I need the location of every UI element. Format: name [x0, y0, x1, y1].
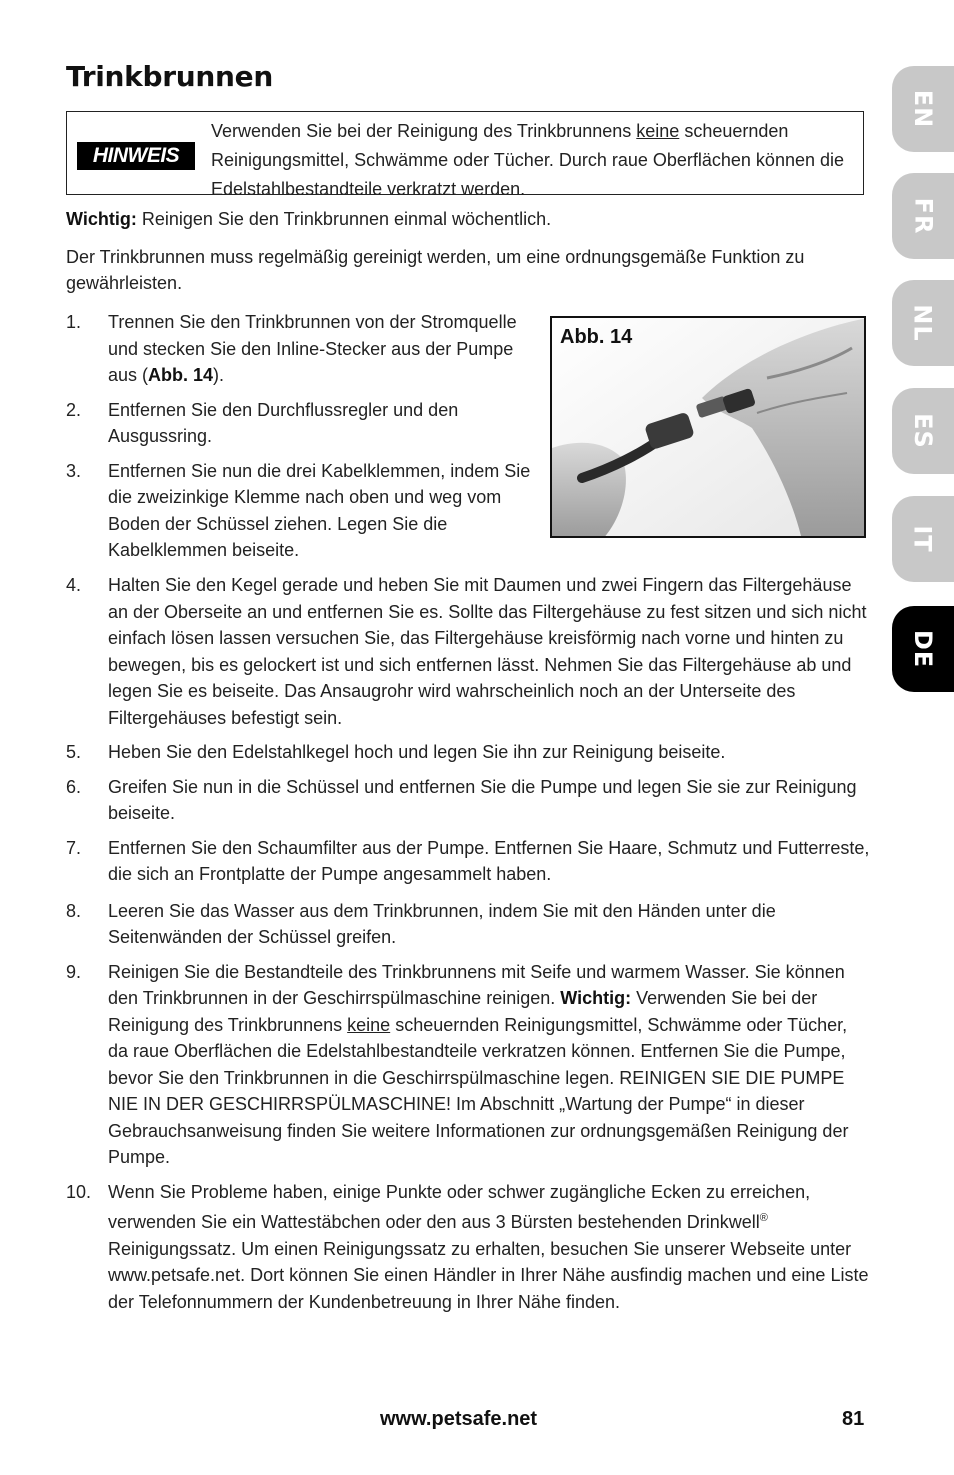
- intro-paragraph: Der Trinkbrunnen muss regelmäßig gereinigt werden, um eine ordnungsgemäße Funktion zu gewährleisten.: [66, 247, 805, 293]
- tab-label: IT: [909, 525, 937, 553]
- step-text-end: ).: [213, 365, 225, 385]
- tab-fr[interactable]: [892, 173, 954, 259]
- step-number: 9.: [66, 961, 82, 982]
- tab-label: NL: [908, 304, 937, 342]
- tab-label: FR: [909, 197, 937, 235]
- figure-photo: [552, 318, 866, 538]
- list-item: [66, 458, 536, 564]
- step-text-underlined: keine: [347, 1014, 391, 1035]
- step-number: 1.: [66, 312, 82, 332]
- step-text: Greifen Sie nun in die Schüssel und entfernen Sie die Pumpe und legen Sie sie zur Reinigung beiseite.: [108, 776, 857, 823]
- list-item: [66, 397, 488, 450]
- important-label: Wichtig:: [66, 209, 137, 229]
- step-number: 6.: [66, 776, 82, 797]
- step-number: 4.: [66, 575, 82, 595]
- list-item: [66, 739, 871, 766]
- tab-label: DE: [908, 629, 937, 669]
- notice-text-part2: scheuernden Reinigungsmittel, Schwämme oder Tücher. Durch raue Oberflächen können die Edelstahlbestandteile verkratzt werden.: [211, 121, 845, 199]
- step-text: Reinigen Sie die Bestandteile des Trinkbrunnens mit Seife und warmem Wasser. Sie können den Trinkbrunnen in der Geschirrspülmaschine reinigen.: [108, 961, 845, 1008]
- tab-de[interactable]: [892, 606, 954, 692]
- step-text: Entfernen Sie den Schaumfilter aus der Pumpe. Entfernen Sie Haare, Schmutz und Futterreste, die sich an Frontplatte der Pumpe angesammelt haben.: [108, 837, 870, 884]
- list-item: [66, 835, 871, 888]
- tab-label: ES: [909, 413, 937, 449]
- step-figure-ref: Abb. 14: [148, 365, 214, 385]
- tab-nl[interactable]: [892, 280, 954, 366]
- tab-es[interactable]: [892, 388, 954, 474]
- notice-text-part1: Verwenden Sie bei der Reinigung des Trinkbrunnens: [211, 121, 637, 141]
- step-text: Wenn Sie Probleme haben, einige Punkte oder schwer zugängliche Ecken zu erreichen, verwenden Sie ein Wattestäbchen oder den aus 3 Bürsten bestehenden Drinkwell: [108, 1181, 811, 1232]
- list-item: [66, 959, 871, 1171]
- list-item: [66, 898, 871, 951]
- page-number: 81: [842, 1408, 865, 1430]
- tab-it[interactable]: [892, 496, 954, 582]
- step-number: 5.: [66, 742, 82, 762]
- notice-text: [211, 117, 851, 204]
- step-text: Trennen Sie den Trinkbrunnen von der Stromquelle und stecken Sie den Inline-Stecker aus der Pumpe aus (: [108, 312, 517, 385]
- figure-abb-14: [550, 316, 866, 538]
- notice-text-underlined: keine: [636, 121, 680, 141]
- important-note: [66, 206, 866, 232]
- steps-list-top: [66, 309, 536, 564]
- step-text: Entfernen Sie den Durchflussregler und den Ausgussring.: [108, 399, 459, 446]
- step-number: 2.: [66, 399, 82, 420]
- steps-list-bottom: [66, 572, 871, 1315]
- step-text-b: Reinigungssatz. Um einen Reinigungssatz zu erhalten, besuchen Sie unserer Webseite unter www.petsafe.net. Dort können Sie einen Händler in Ihrer Nähe ausfindig machen und eine Liste der Telefonnummern der Kundenbetreuung in Ihrer Nähe finden.: [108, 1238, 869, 1312]
- step-important-label: Wichtig:: [560, 988, 632, 1008]
- list-item: [66, 774, 871, 827]
- important-text: Reinigen Sie den Trinkbrunnen einmal wöchentlich.: [136, 209, 552, 229]
- list-item: [66, 309, 536, 389]
- page-title: Trinkbrunnen: [66, 60, 273, 93]
- step-text: Leeren Sie das Wasser aus dem Trinkbrunnen, indem Sie mit den Händen unter die Seitenwänden der Schüssel greifen.: [108, 900, 776, 947]
- step-text: Heben Sie den Edelstahlkegel hoch und legen Sie ihn zur Reinigung beiseite.: [108, 742, 726, 762]
- step-number: 8.: [66, 900, 82, 921]
- notice-badge: HINWEIS: [77, 142, 195, 170]
- footer-url: www.petsafe.net: [380, 1408, 538, 1430]
- step-text-c: scheuernden Reinigungsmittel, Schwämme oder Tücher, da raue Oberflächen die Edelstahlbestandteile verkratzen können. Entfernen Sie die Pumpe, bevor Sie den Trinkbrunnen in die Geschirrspülmaschine legen. REINIGEN SIE DIE PUMPE NIE IN DER GESCHIRRSPÜLMASCHINE! Im Abschnitt „Wartung der Pumpe“ in dieser Gebrauchsanweisung finden Sie weitere Informationen zur ordnungsgemäßen Reinigung der Pumpe.: [108, 1014, 849, 1167]
- list-item: [66, 572, 871, 731]
- list-item: [66, 1179, 871, 1316]
- step-number: 7.: [66, 837, 82, 858]
- tab-label: EN: [908, 89, 937, 129]
- tab-en[interactable]: [892, 66, 954, 152]
- registered-mark: ®: [759, 1212, 768, 1224]
- step-text: Halten Sie den Kegel gerade und heben Sie mit Daumen und zwei Fingern das Filtergehäuse an der Oberseite an und entfernen Sie es. Sollte das Filtergehäuse zu fest sitzen und sich nicht einfach lösen lassen versuchen Sie, das Filtergehäuse kreisförmig nach vorne und hinten zu bewegen, bis es gelockert ist und sich entfernen lässt. Nehmen Sie das Filtergehäuse ab und legen Sie es beiseite. Das Ansaugrohr wird wahrscheinlich noch an der Unterseite des Filtergehäuses befestigt sein.: [108, 575, 867, 728]
- figure-label: Abb. 14: [560, 326, 633, 348]
- step-text-b: Verwenden Sie bei der Reinigung des Trinkbrunnens: [108, 988, 818, 1035]
- notice-box: [66, 111, 864, 199]
- step-text: Entfernen Sie nun die drei Kabelklemmen, indem Sie die zweizinkige Klemme nach oben und weg vom Boden der Schüssel ziehen. Legen Sie die Kabelklemmen beiseite.: [108, 460, 531, 560]
- step-number: 10.: [66, 1181, 92, 1202]
- step-number: 3.: [66, 460, 82, 481]
